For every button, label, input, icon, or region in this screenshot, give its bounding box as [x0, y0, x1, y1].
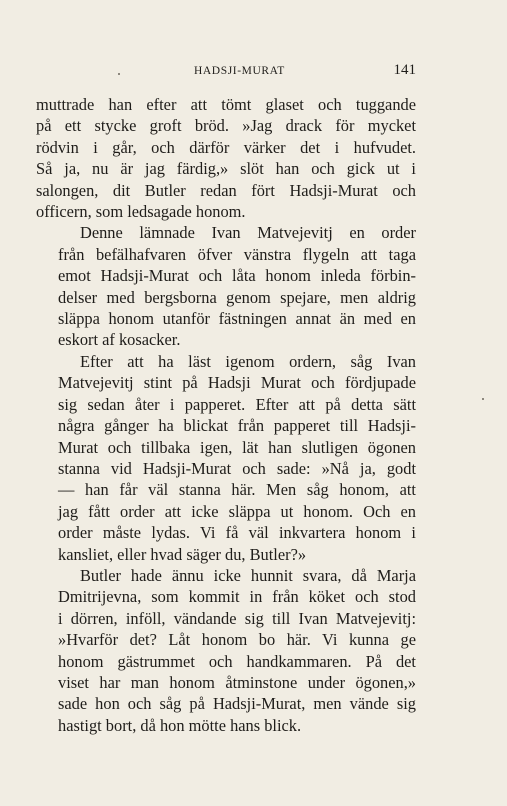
- running-header: [36, 62, 416, 82]
- paragraph: [36, 222, 416, 350]
- text-line: viset har man honom åtminstone under ögonen,»: [58, 672, 416, 692]
- text-line: från befälhafvaren öfver vänstra flygeln att taga: [58, 244, 416, 264]
- text-line: Så ja, nu är jag färdig,» slöt han och gick ut i: [36, 159, 416, 179]
- text-line: eskort af kosacker.: [58, 330, 181, 350]
- speck-mark: [482, 398, 484, 400]
- text-line: hastigt bort, då hon mötte hans blick.: [58, 715, 302, 735]
- text-line: Murat och tillbaka igen, lät han slutligen ögonen: [58, 437, 416, 457]
- text-line: rödvin i går, och därför värker det i hufvudet.: [36, 137, 416, 157]
- text-line: i dörren, inföll, vändande sig till Ivan Matvejevitj:: [58, 608, 416, 628]
- text-line: officern, som ledsagade honom.: [36, 202, 246, 222]
- text-line: delser med bergsborna genom spejare, men aldrig: [58, 287, 416, 307]
- text-line: salongen, dit Butler redan fört Hadsji-Murat och: [36, 180, 416, 200]
- text-line: några gånger ha blickat från papperet till Hadsji-: [58, 416, 416, 436]
- text-line: emot Hadsji-Murat och låta honom inleda förbin-: [58, 266, 416, 286]
- text-line: sade hon och såg på Hadsji-Murat, men vände sig: [58, 694, 416, 714]
- text-line: »Hvarför det? Låt honom bo här. Vi kunna ge: [58, 630, 416, 650]
- text-line: släppa honom utanför fästningen annat än med en: [58, 309, 416, 329]
- text-line: stanna vid Hadsji-Murat och sade: »Nå ja, godt: [58, 458, 416, 478]
- page-number: 141: [393, 62, 416, 78]
- text-line: Efter att ha läst igenom ordern, såg Ivan: [80, 351, 416, 371]
- body-text: [36, 94, 416, 736]
- paragraph: [36, 351, 416, 565]
- text-line: jag fått order att icke släppa ut honom. Och en: [58, 501, 416, 521]
- paragraph: [36, 565, 416, 736]
- text-line: på ett stycke groft bröd. »Jag drack för mycket: [36, 116, 416, 136]
- text-line: honom gästrummet och handkammaren. På det: [58, 651, 416, 671]
- text-line: sig sedan åter i papperet. Efter att på detta sätt: [58, 394, 416, 414]
- text-line: muttrade han efter att tömt glaset och tuggande: [36, 95, 416, 114]
- text-line: Denne lämnade Ivan Matvejevitj en order: [80, 223, 416, 243]
- text-line: Matvejevitj stint på Hadsji Murat och fördjupade: [58, 373, 416, 393]
- text-line: Dmitrijevna, som kommit in från köket och stod: [58, 587, 416, 607]
- running-title: HADSJI-MURAT: [194, 65, 285, 77]
- text-line: — han får väl stanna här. Men såg honom, att: [58, 480, 416, 500]
- text-line: order måste lydas. Vi få väl inkvartera honom i: [58, 523, 416, 543]
- text-line: Butler hade ännu icke hunnit svara, då Marja: [80, 565, 416, 585]
- paragraph: [36, 94, 416, 222]
- text-line: kansliet, eller hvad säger du, Butler?»: [58, 544, 307, 564]
